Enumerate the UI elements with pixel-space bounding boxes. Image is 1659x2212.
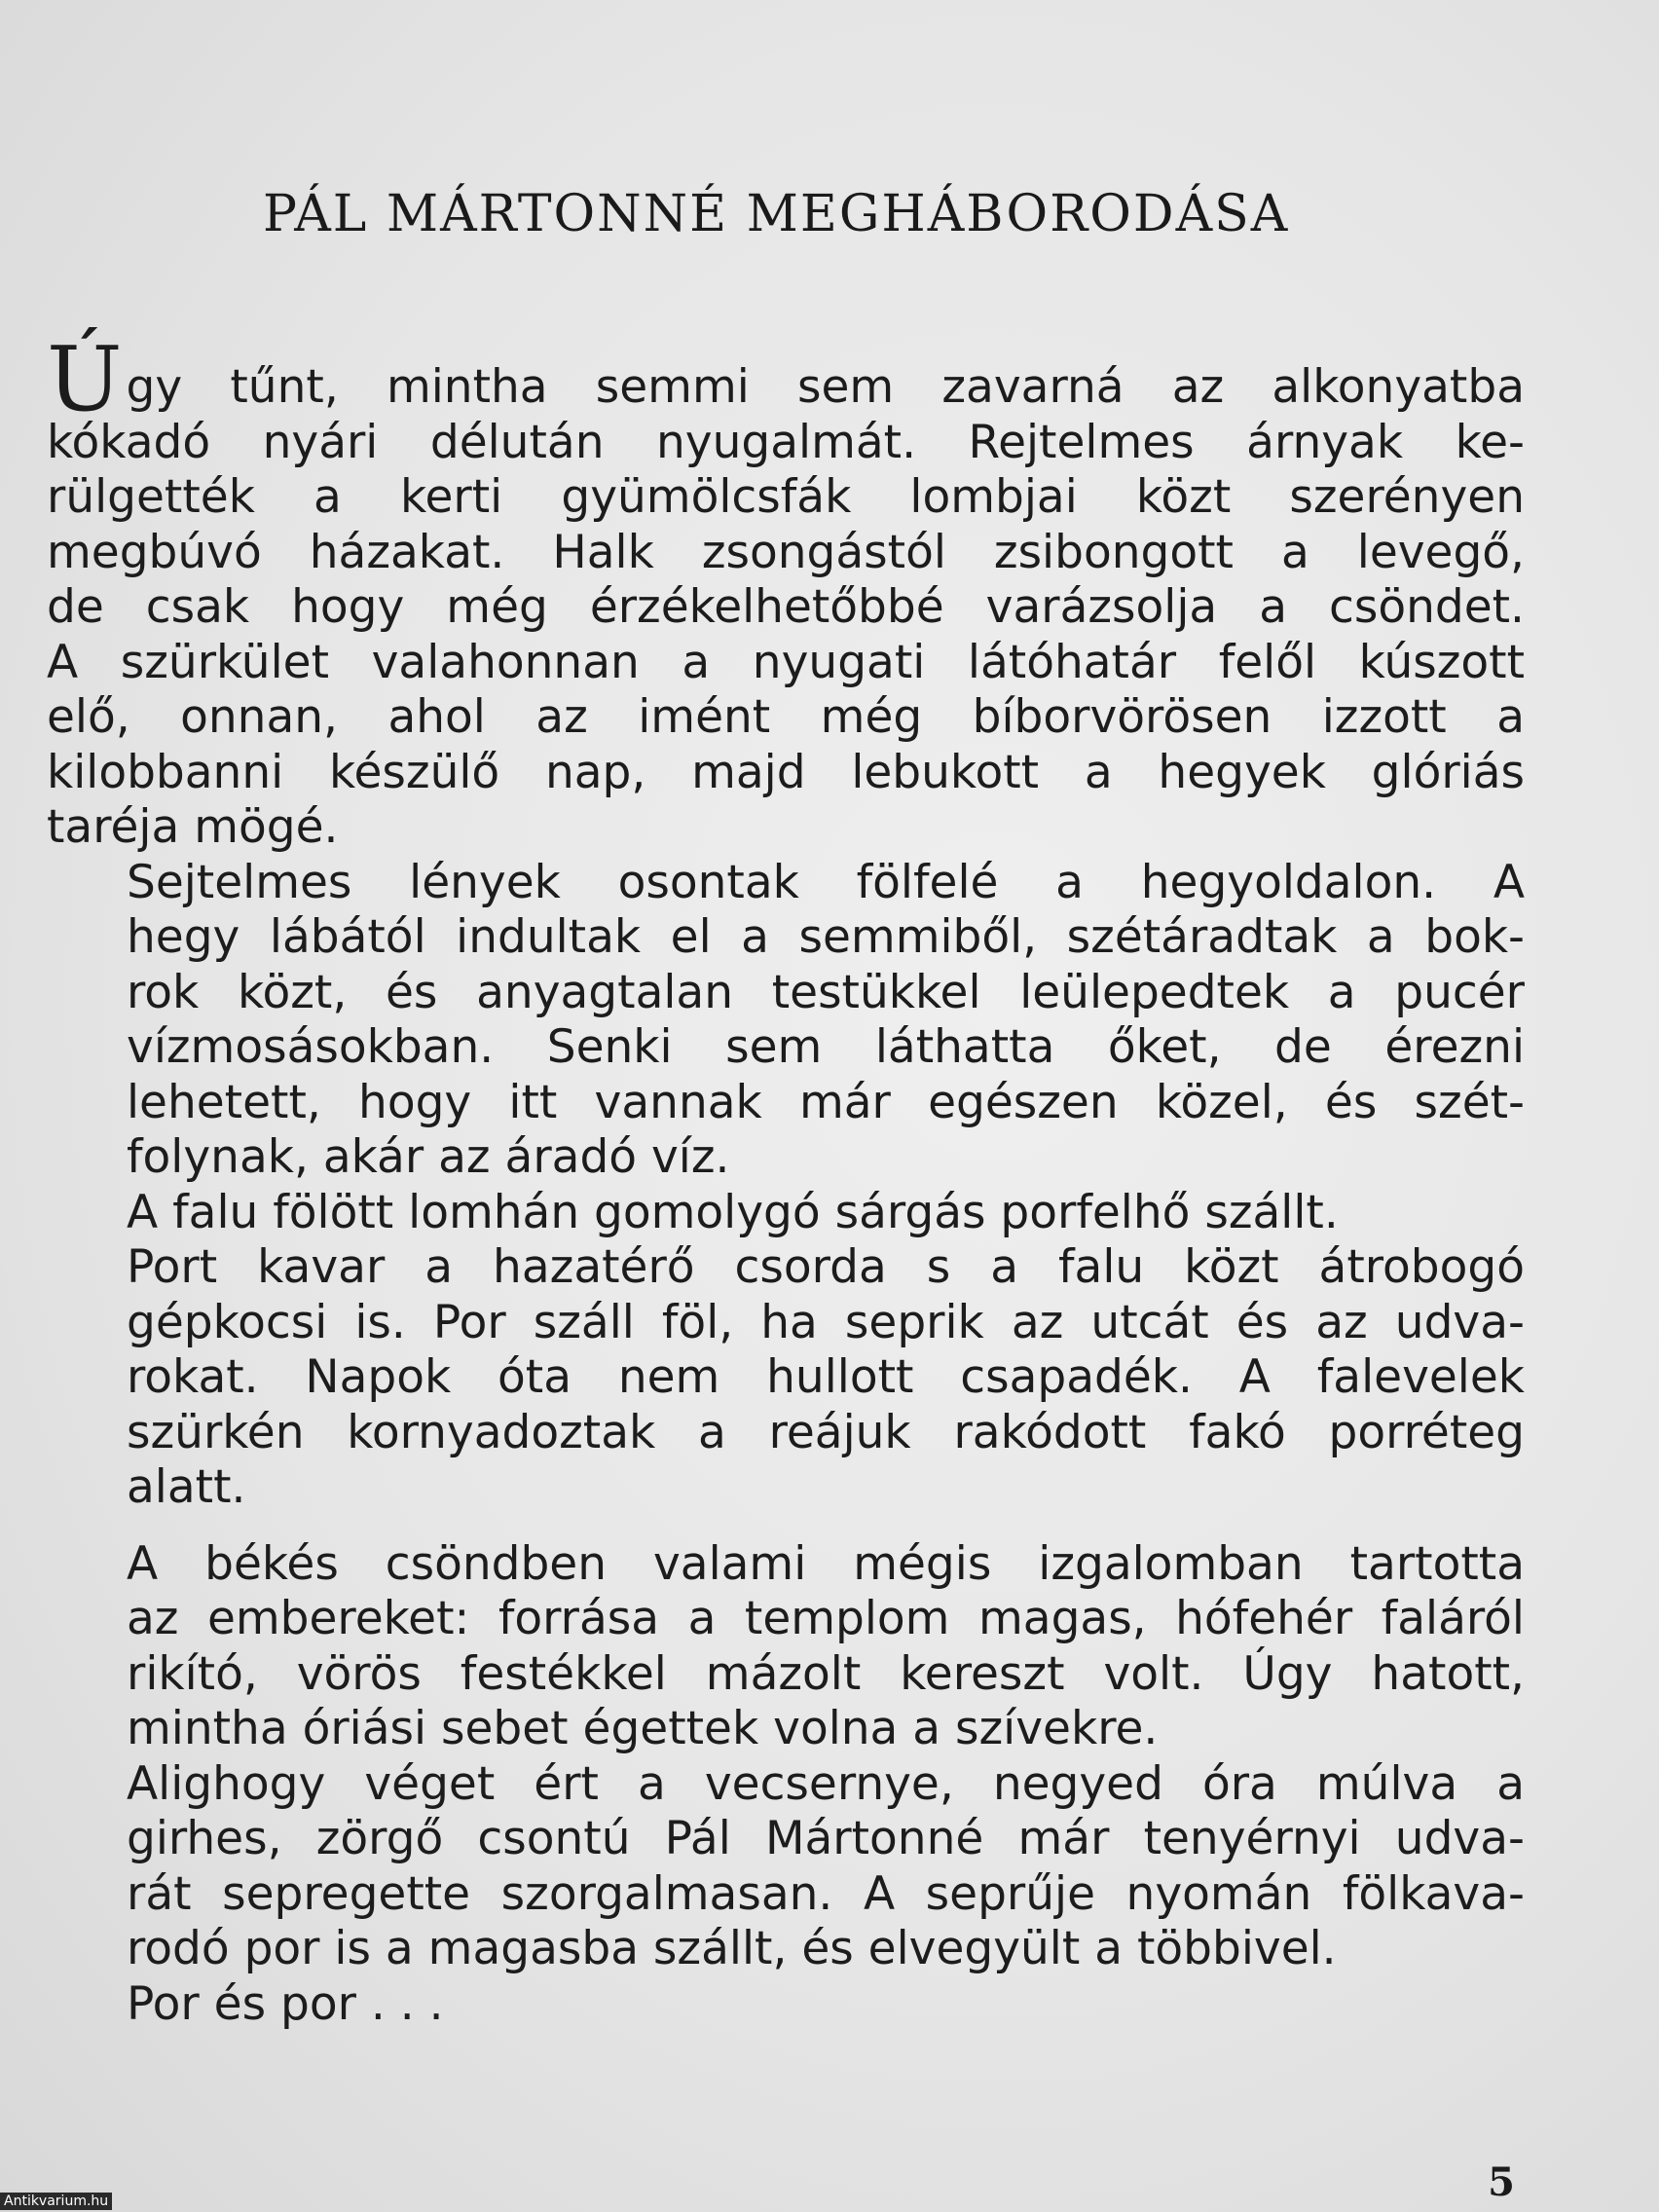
text-line: lehetett, hogy itt vannak már egészen közel, és szét- bbox=[127, 1075, 1525, 1129]
text-line: megbúvó házakat. Halk zsongástól zsibongott a levegő, bbox=[47, 525, 1525, 579]
text-line: hegy lábától indultak el a semmiből, szétáradtak a bok- bbox=[127, 910, 1525, 964]
paragraph-1 bbox=[47, 327, 1525, 856]
text-line: rodó por is a magasba szállt, és elvegyült a többivel. bbox=[127, 1922, 1337, 1975]
text-line: Por és por . . . bbox=[127, 1976, 444, 2031]
text-line: A békés csöndben valami mégis izgalomban tartotta bbox=[127, 1536, 1525, 1591]
text-line: Alighogy véget ért a vecsernye, negyed óra múlva a bbox=[127, 1756, 1525, 1811]
text-line: elő, onnan, ahol az imént még bíborvörösen izzott a bbox=[47, 690, 1525, 744]
paragraph-6 bbox=[47, 1757, 1525, 1977]
paragraph-2 bbox=[47, 856, 1525, 1186]
text-line: folynak, akár az áradó víz. bbox=[127, 1130, 730, 1184]
paragraph-5 bbox=[47, 1537, 1525, 1757]
page-number: 5 bbox=[1488, 2159, 1515, 2205]
paragraph-3 bbox=[47, 1186, 1525, 1241]
text-line: de csak hogy még érzékelhetőbbé varázsolja a csöndet. bbox=[47, 580, 1525, 634]
text-line: rokat. Napok óta nem hullott csapadék. A falevelek bbox=[127, 1350, 1525, 1404]
text-line: rikító, vörös festékkel mázolt kereszt volt. Úgy hatott, bbox=[127, 1646, 1525, 1701]
text-line: kókadó nyári délután nyugalmát. Rejtelmes árnyak ke- bbox=[47, 415, 1525, 469]
body-text bbox=[47, 327, 1525, 2032]
text-line: rát sepregette szorgalmasan. A seprűje nyomán fölkava- bbox=[127, 1866, 1525, 1921]
text-line: vízmosásokban. Senki sem láthatta őket, de érezni bbox=[127, 1020, 1525, 1074]
text-line: taréja mögé. bbox=[47, 800, 339, 854]
text-line: A falu fölött lomhán gomolygó sárgás porfelhő szállt. bbox=[127, 1185, 1339, 1239]
text-line: A szürkület valahonnan a nyugati látóhatár felől kúszott bbox=[47, 635, 1525, 689]
drop-cap: Ú bbox=[47, 327, 123, 431]
text-line: mintha óriási sebet égettek volna a szívekre. bbox=[127, 1702, 1159, 1755]
text-line: szürkén kornyadoztak a reájuk rakódott fakó porréteg bbox=[127, 1405, 1525, 1459]
text-line: az embereket: forrása a templom magas, hófehér faláról bbox=[127, 1592, 1525, 1645]
text-line: gépkocsi is. Por száll föl, ha seprik az utcát és az udva- bbox=[127, 1295, 1525, 1349]
text-line: Port kavar a hazatérő csorda s a falu közt átrobogó bbox=[127, 1240, 1525, 1294]
text-line: girhes, zörgő csontú Pál Mártonné már tenyérnyi udva- bbox=[127, 1812, 1525, 1865]
text-line: alatt. bbox=[127, 1460, 246, 1514]
text-line: Sejtelmes lények osontak fölfelé a hegyoldalon. A bbox=[127, 855, 1525, 909]
paragraph-4 bbox=[47, 1240, 1525, 1516]
text-line: kilobbanni készülő nap, majd lebukott a hegyek glóriás bbox=[47, 745, 1525, 799]
paragraph-7 bbox=[47, 1977, 1525, 2033]
text-line: rülgették a kerti gyümölcsfák lombjai közt szerényen bbox=[47, 470, 1525, 524]
text-line: Úgy tűnt, mintha semmi sem zavarná az alkonyatba bbox=[47, 327, 1525, 431]
chapter-title: PÁL MÁRTONNÉ MEGHÁBORODÁSA bbox=[263, 185, 1290, 243]
text-line: rok közt, és anyagtalan testükkel leülepedtek a pucér bbox=[127, 965, 1525, 1019]
watermark: Antikvarium.hu bbox=[0, 2193, 112, 2210]
